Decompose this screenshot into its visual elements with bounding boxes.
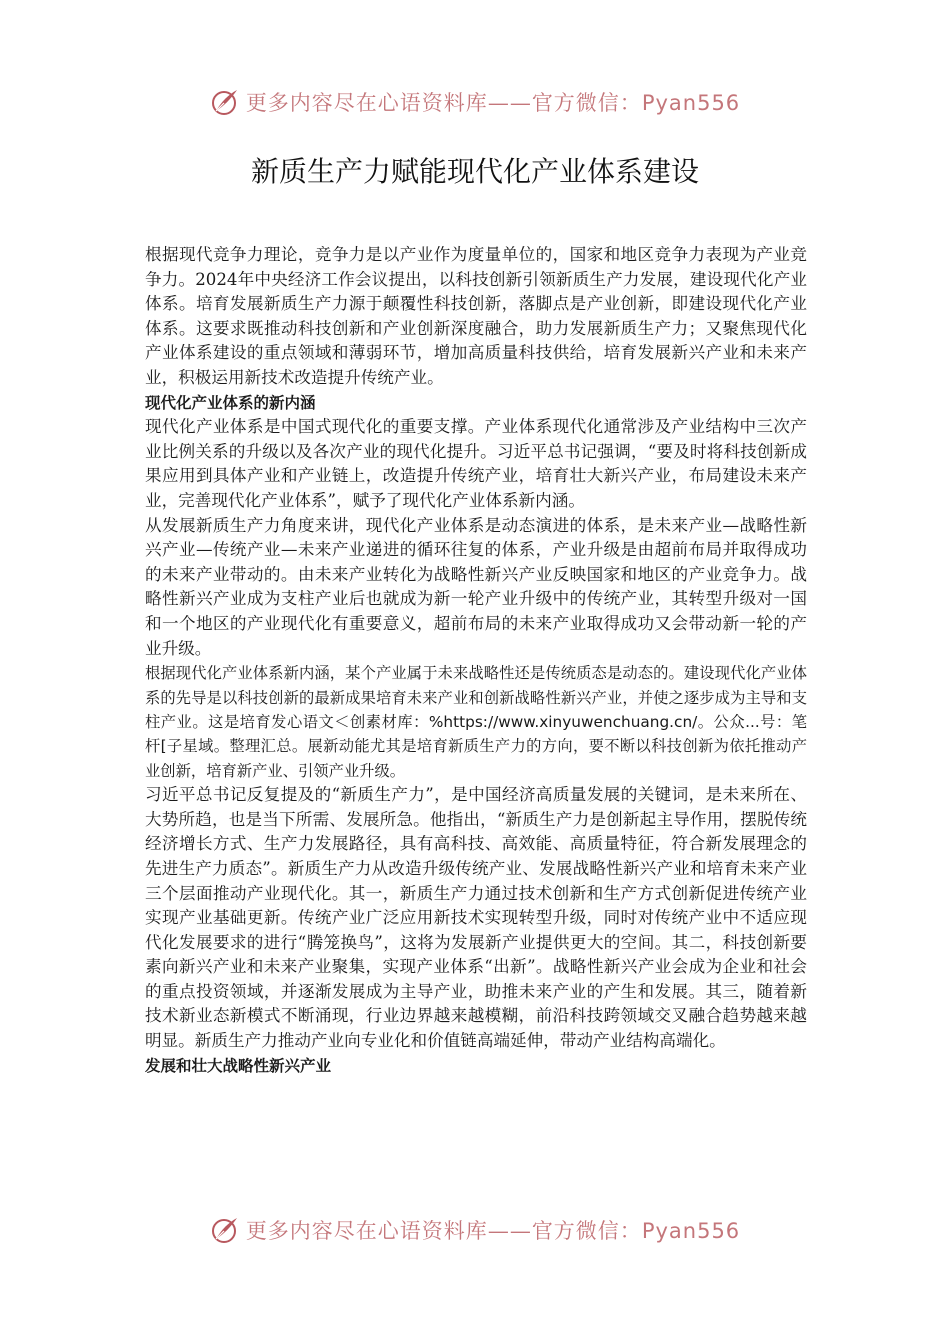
banner-handle: Pyan556 [641,1219,741,1243]
banner-contact-label: 官方微信： [531,91,642,115]
body-paragraph: 习近平总书记反复提及的“新质生产力”，是中国经济高质量发展的关键词，是未来所在、大势所趋，也是当下所需、发展所急。他指出，“新质生产力是创新起主导作用，摆脱传统经济增长方式、生产力发展路径，具有高科技、高效能、高质量特征，符合新发展理念的先进生产力质态”。新质生产力从改造升级传统产业、发展战略性新兴产业和培育未来产业三个层面推动产业现代化。其一，新质生产力通过技术创新和生产方式创新促进传统产业实现产业基础更新。传统产业广泛应用新技术实现转型升级，同时对传统产业中不适应现代化发展要求的进行“腾笼换鸟”，这将为发展新产业提供更大的空间。其二，科技创新要素向新兴产业和未来产业聚集，实现产业体系“出新”。战略性新兴产业会成为企业和社会的重点投资领域，并逐渐发展成为主导产业，助推未来产业的产生和发展。其三，随着新技术新业态新模式不断涌现，行业边界越来越模糊，前沿科技跨领域交叉融合趋势越来越明显。新质生产力推动产业向专业化和价值链高端延伸，带动产业结构高端化。 [145,785,807,1051]
banner-slogan: 更多内容尽在心语资料库 [245,1219,488,1243]
body-paragraph: 从发展新质生产力角度来讲，现代化产业体系是动态演进的体系，是未来产业—战略性新兴产业—传统产业—未来产业递进的循环往复的体系，产业升级是由超前布局并取得成功的未来产业带动的。由未来产业转化为战略性新兴产业反映国家和地区的产业竞争力。战略性新兴产业成为支柱产业后也就成为新一轮产业升级中的传统产业，其转型升级对一国和一个地区的产业现代化有重要意义，超前布局的未来产业取得成功又会带动新一轮的产业升级。 [145,515,807,658]
footer-watermark-banner [0,1210,950,1250]
banner-separator: —— [487,91,532,115]
banner-text [246,1215,740,1245]
banner-contact-label: 官方微信： [531,1219,642,1243]
banner-slogan: 更多内容尽在心语资料库 [245,91,488,115]
banner-separator: —— [487,1219,532,1243]
section-heading: 发展和壮大战略性新兴产业 [145,1056,332,1075]
quill-logo-icon [210,1215,240,1245]
section-heading: 现代化产业体系的新内涵 [145,393,316,412]
banner-text [246,87,740,117]
document-body [145,243,807,1078]
body-paragraph: 根据现代竞争力理论，竞争力是以产业作为度量单位的，国家和地区竞争力表现为产业竞争力。2024年中央经济工作会议提出，以科技创新引领新质生产力发展，建设现代化产业体系。培育发展新质生产力源于颠覆性科技创新，落脚点是产业创新，即建设现代化产业体系。这要求既推动科技创新和产业创新深度融合，助力发展新质生产力；又聚焦现代化产业体系建设的重点领域和薄弱环节，增加高质量科技供给，培育发展新兴产业和未来产业，积极运用新技术改造提升传统产业。 [145,245,807,387]
banner-handle: Pyan556 [641,91,741,115]
document-title: 新质生产力赋能现代化产业体系建设 [250,155,699,188]
header-watermark-banner [0,82,950,122]
quill-logo-icon [210,87,240,117]
body-paragraph: 根据现代化产业体系新内涵，某个产业属于未来战略性还是传统质态是动态的。建设现代化产业体系的先导是以科技创新的最新成果培育未来产业和创新战略性新兴产业，并使之逐步成为主导和支柱产业。这是培育发心语文＜创素材库：%https://www.xinyuwenchuang.cn/。公众...号：笔杆[子星域。整理汇总。展新动能尤其是培育新质生产力的方向，要不断以科技创新为依托推动产业创新，培育新产业、引领产业升级。 [145,664,807,780]
body-paragraph: 现代化产业体系是中国式现代化的重要支撑。产业体系现代化通常涉及产业结构中三次产业比例关系的升级以及各次产业的现代化提升。习近平总书记强调，“要及时将科技创新成果应用到具体产业和产业链上，改造提升传统产业，培育壮大新兴产业，布局建设未来产业，完善现代化产业体系”，赋予了现代化产业体系新内涵。 [145,417,807,510]
